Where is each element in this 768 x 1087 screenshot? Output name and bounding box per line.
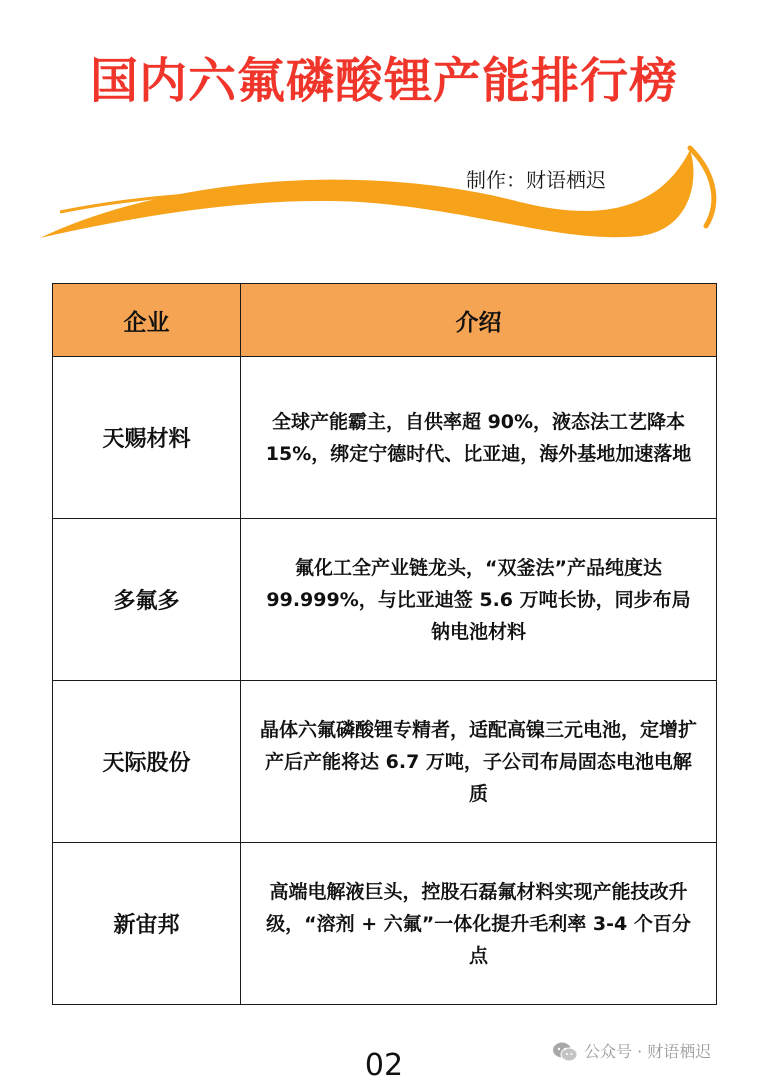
company-name: 天际股份 — [53, 681, 241, 843]
orange-swoosh-decoration — [0, 140, 768, 250]
table-row — [53, 519, 717, 681]
capacity-ranking-table — [52, 283, 717, 1005]
company-intro: 氟化工全产业链龙头，“双釜法”产品纯度达 99.999%，与比亚迪签 5.6 万吨长协，同步布局钠电池材料 — [241, 519, 717, 681]
company-name: 多氟多 — [53, 519, 241, 681]
table-row — [53, 357, 717, 519]
table-header-row — [53, 284, 717, 357]
column-header-company: 企业 — [53, 284, 241, 357]
page-title: 国内六氟磷酸锂产能排行榜 — [89, 53, 678, 109]
company-name: 新宙邦 — [53, 843, 241, 1005]
credit-label: 制作：财语栖迟 — [466, 168, 606, 192]
table-row — [53, 843, 717, 1005]
watermark — [552, 1040, 711, 1064]
company-name: 天赐材料 — [53, 357, 241, 519]
column-header-intro: 介绍 — [241, 284, 717, 357]
company-intro: 高端电解液巨头，控股石磊氟材料实现产能技改升级，“溶剂 + 六氟”一体化提升毛利率 3-4 个百分点 — [241, 843, 717, 1005]
company-intro: 晶体六氟磷酸锂专精者，适配高镍三元电池，定增扩产后产能将达 6.7 万吨，子公司布局固态电池电解质 — [241, 681, 717, 843]
watermark-text: 公众号 · 财语栖迟 — [584, 1042, 712, 1061]
page-number: 02 — [364, 1048, 404, 1083]
table-row — [53, 681, 717, 843]
company-intro: 全球产能霸主，自供率超 90%，液态法工艺降本 15%，绑定宁德时代、比亚迪，海外基地加速落地 — [241, 357, 717, 519]
wechat-icon — [552, 1041, 578, 1063]
